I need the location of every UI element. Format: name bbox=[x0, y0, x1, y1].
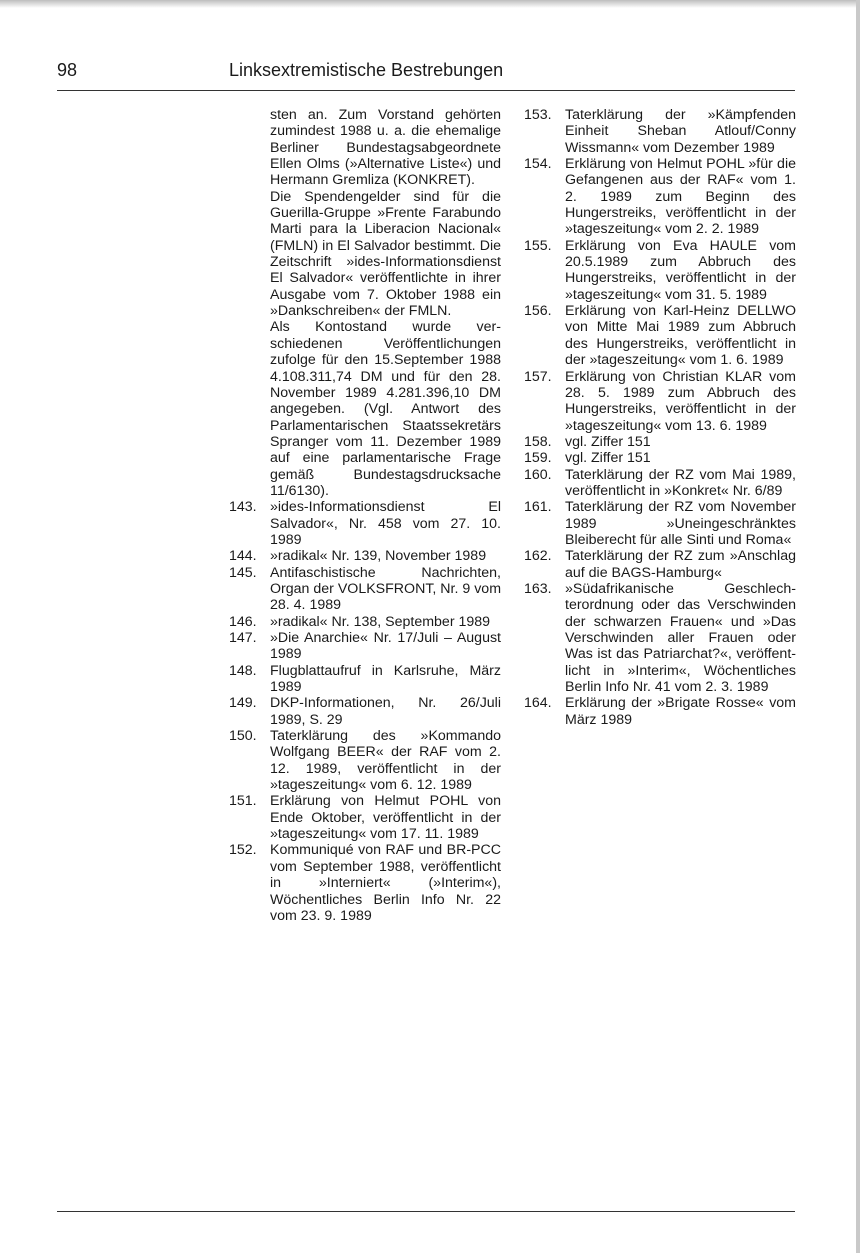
footnote-text: vgl. Ziffer 151 bbox=[565, 450, 651, 467]
footnote-number: 154. bbox=[524, 156, 552, 173]
footnote-number: 164. bbox=[524, 695, 552, 712]
footnote-text: Flugblattaufruf in Karlsruhe, März 1989 bbox=[270, 662, 501, 696]
footnote-text: Erklärung von Christian KLAR vom 28. 5. 1989 zum Abbruch des Hungerstreiks, veröffentlicht in der »tageszeitung« vom 13. 6. 1989 bbox=[565, 368, 796, 434]
footnote-160 bbox=[524, 467, 796, 500]
footnote-number: 143. bbox=[229, 499, 257, 516]
footnote-text: Erklärung von Karl-Heinz DELLWO von Mitte Mai 1989 zum Abbruch des Hungerstreiks, veröffentlicht in der »tageszeitung« vom 1. 6. 1989 bbox=[565, 303, 796, 369]
footnote-number: 151. bbox=[229, 793, 257, 810]
footnote-number: 146. bbox=[229, 613, 257, 630]
footnote-number: 157. bbox=[524, 368, 552, 385]
continuation-paragraph: sten an. Zum Vorstand gehörten zumindest 1988 u. a. die ehemalige Berliner Bundestagsabgeordnete Ellen Olms (»Alternative Liste«) und Hermann Gremliza (KONKRET). bbox=[270, 107, 501, 189]
footnote-162 bbox=[524, 548, 796, 581]
footnote-number: 147. bbox=[229, 630, 257, 646]
footer-rule bbox=[57, 1211, 795, 1212]
footnote-text: »radikal« Nr. 139, November 1989 bbox=[270, 548, 487, 565]
footnote-text: vgl. Ziffer 151 bbox=[565, 433, 651, 450]
footnote-number: 150. bbox=[229, 728, 257, 745]
footnote-144 bbox=[229, 548, 501, 564]
footnote-number: 153. bbox=[524, 107, 552, 123]
footnote-number: 160. bbox=[524, 466, 552, 483]
footnote-147 bbox=[229, 630, 501, 663]
footnote-number: 145. bbox=[229, 564, 257, 581]
scan-edge-top bbox=[0, 0, 860, 8]
footnote-number: 149. bbox=[229, 695, 257, 712]
footnote-number: 158. bbox=[524, 433, 552, 450]
page-number: 98 bbox=[57, 60, 78, 80]
footnote-145 bbox=[229, 565, 501, 614]
continuation-paragraph: Als Kontostand wurde verschiedenen Veröffentlichungen zufolge für den 15.September 1988 4.108.311,74 DM und für den 28. November 1989 4.281.396,10 DM angegeben. (Vgl. Antwort des Parlamentarischen Staatssekretärs Spranger vom 11. Dezember 1989 auf eine parlamentarische Frage gemäß Bundestagsdrucksache 11/6130). bbox=[270, 319, 501, 499]
footnote-text: Antifaschistische Nachrichten, Organ der VOLKSFRONT, Nr. 9 vom 28. 4. 1989 bbox=[270, 564, 502, 614]
footnote-text: Taterklärung der RZ vom November 1989 »Uneingeschränktes Bleiberecht für alle Sinti und Roma« bbox=[565, 499, 796, 548]
footnote-150 bbox=[229, 728, 501, 793]
running-title: Linksextremistische Bestrebungen bbox=[229, 60, 504, 80]
footnote-text: DKP-Informationen, Nr. 26/Juli 1989, S. 29 bbox=[270, 695, 501, 728]
right-column bbox=[524, 107, 796, 728]
left-column bbox=[229, 107, 501, 924]
footnote-text: Erklärung von Helmut POHL »für die Gefangenen aus der RAF« vom 1. 2. 1989 zum Beginn des Hungerstreiks, veröffentlicht in der »tageszeitung« vom 2. 2. 1989 bbox=[565, 156, 796, 238]
footnote-155 bbox=[524, 238, 796, 303]
footnote-163 bbox=[524, 581, 796, 695]
footnote-number: 148. bbox=[229, 662, 257, 679]
footnote-number: 161. bbox=[524, 499, 552, 516]
footnote-151 bbox=[229, 793, 501, 842]
footnote-text: Taterklärung der »Kämpfenden Einheit Sheban Atlouf/Conny Wissmann« vom Dezember 1989 bbox=[565, 107, 796, 156]
continuation-paragraph: Die Spendengelder sind für die Guerilla-Gruppe »Frente Farabundo Marti para la Liberacion Nacional« (FMLN) in El Salvador bestimmt. Die Zeitschrift »ides-Informationsdienst El Salvador« veröffentlichte in ihrer Ausgabe vom 7. Oktober 1988 ein »Dankschreiben« der FMLN. bbox=[270, 188, 501, 320]
footnote-number: 155. bbox=[524, 237, 552, 254]
footnote-number: 152. bbox=[229, 842, 257, 859]
footnote-156 bbox=[524, 303, 796, 368]
scan-edge-right bbox=[856, 0, 860, 1253]
footnote-158 bbox=[524, 434, 796, 450]
footnote-143 bbox=[229, 499, 501, 548]
footnote-149 bbox=[229, 695, 501, 728]
footnote-text: Taterklärung des »Kommando Wolfgang BEER« der RAF vom 2. 12. 1989, veröffentlicht in der »tageszeitung« vom 6. 12. 1989 bbox=[270, 728, 501, 794]
footnote-161 bbox=[524, 499, 796, 548]
footnote-text: Erklärung von Helmut POHL von Ende Oktober, veröffentlicht in der »tageszeitung« vom 17. 11. 1989 bbox=[270, 793, 501, 843]
footnote-153 bbox=[524, 107, 796, 156]
footnote-159 bbox=[524, 450, 796, 466]
footnote-text: Taterklärung der RZ zum »Anschlag auf die BAGS-Hamburg« bbox=[565, 548, 796, 581]
footnote-148 bbox=[229, 663, 501, 696]
footnote-164 bbox=[524, 695, 796, 728]
footnote-number: 163. bbox=[524, 580, 552, 597]
footnote-text: »ides-Informationsdienst El Salvador«, Nr. 458 vom 27. 10. 1989 bbox=[270, 499, 501, 548]
footnote-152 bbox=[229, 842, 501, 924]
footnote-text: »Südafrikanische Geschlechterordnung oder das Verschwinden der schwarzen Frauen« und »Das Verschwinden aller Frauen oder Was ist das Patriarchat?«, veröffentlicht in »Interim«, Wöchentliches Berlin Info Nr. 41 vom 2. 3. 1989 bbox=[565, 580, 796, 696]
header-rule bbox=[57, 90, 795, 91]
footnote-text: Taterklärung der RZ vom Mai 1989, veröffentlicht in »Konkret« Nr. 6/89 bbox=[565, 466, 796, 499]
footnote-157 bbox=[524, 369, 796, 434]
footnote-146 bbox=[229, 614, 501, 630]
footnote-number: 144. bbox=[229, 548, 257, 565]
footnote-text: Kommuniqué von RAF und BR-PCC vom September 1988, veröffentlicht in »Interniert« (»Interim«), Wöchentliches Berlin Info Nr. 22 vom 23. 9. 1989 bbox=[270, 842, 501, 924]
footnote-text: »Die Anarchie« Nr. 17/Juli – August 1989 bbox=[270, 630, 501, 663]
footnote-154 bbox=[524, 156, 796, 238]
footnote-text: Erklärung von Eva HAULE vom 20.5.1989 zum Abbruch des Hungerstreiks, veröffentlicht in der »tageszeitung« vom 31. 5. 1989 bbox=[565, 237, 796, 303]
footnote-text: Erklärung der »Brigate Rosse« vom März 1989 bbox=[565, 695, 796, 728]
footnote-text: »radikal« Nr. 138, September 1989 bbox=[270, 613, 491, 630]
footnote-number: 159. bbox=[524, 450, 552, 467]
footnote-number: 156. bbox=[524, 303, 552, 320]
footnote-number: 162. bbox=[524, 548, 552, 565]
